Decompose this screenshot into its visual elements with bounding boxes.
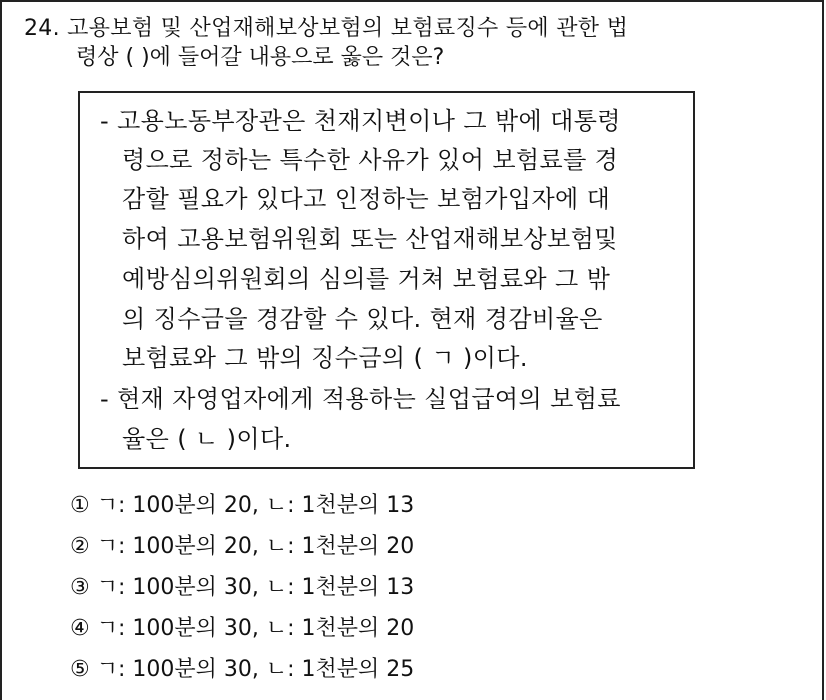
answer-option-1[interactable]: ① ㄱ: 100분의 20, ㄴ: 1천분의 13 bbox=[70, 493, 415, 518]
answer-option-2[interactable]: ② ㄱ: 100분의 20, ㄴ: 1천분의 20 bbox=[70, 534, 415, 559]
box-line: - 현재 자영업자에게 적용하는 실업급여의 보험료 bbox=[100, 385, 621, 413]
answer-option-4[interactable]: ④ ㄱ: 100분의 30, ㄴ: 1천분의 20 bbox=[70, 616, 415, 641]
question-stem-line-1: 24. 고용보험 및 산업재해보상보험의 보험료징수 등에 관한 법 bbox=[24, 16, 629, 41]
box-line: 감할 필요가 있다고 인정하는 보험가입자에 대 bbox=[122, 185, 611, 213]
question-stem-line-2: 령상 ( )에 들어갈 내용으로 옳은 것은? bbox=[76, 45, 445, 70]
box-line: 보험료와 그 밖의 징수금의 ( ㄱ )이다. bbox=[122, 344, 528, 372]
box-line: 율은 ( ㄴ )이다. bbox=[122, 425, 292, 453]
box-line: 예방심의위원회의 심의를 거쳐 보험료와 그 밖 bbox=[122, 265, 611, 293]
box-line: 령으로 정하는 특수한 사유가 있어 보험료를 경 bbox=[122, 146, 619, 174]
answer-option-3[interactable]: ③ ㄱ: 100분의 30, ㄴ: 1천분의 13 bbox=[70, 575, 415, 600]
box-line: 의 징수금을 경감할 수 있다. 현재 경감비율은 bbox=[122, 305, 603, 333]
answer-option-5[interactable]: ⑤ ㄱ: 100분의 30, ㄴ: 1천분의 25 bbox=[70, 657, 415, 682]
box-line: 하여 고용보험위원회 또는 산업재해보상보험및 bbox=[122, 225, 618, 253]
box-line: - 고용노동부장관은 천재지변이나 그 밖에 대통령 bbox=[100, 107, 621, 135]
